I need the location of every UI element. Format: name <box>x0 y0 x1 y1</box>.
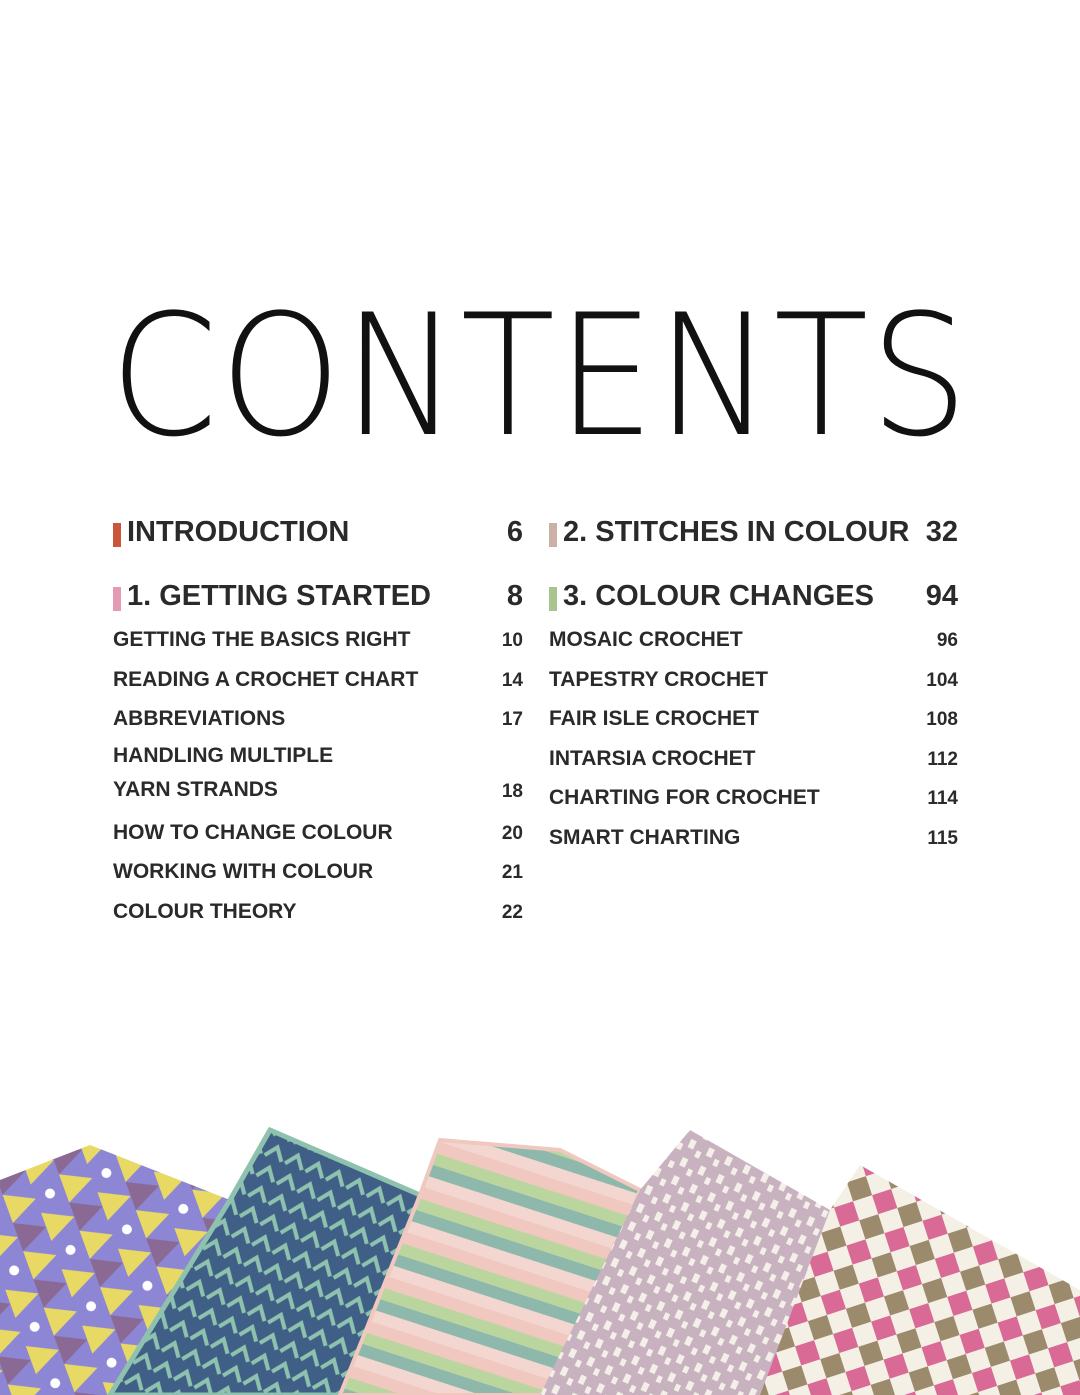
section-color-bar <box>549 587 557 611</box>
toc-section-stitches-in-colour[interactable] <box>549 510 958 556</box>
item-label: WORKING WITH COLOUR <box>113 860 374 884</box>
item-label: GETTING THE BASICS RIGHT <box>113 628 411 651</box>
toc-item[interactable] <box>549 739 958 779</box>
item-page-number: 104 <box>926 669 958 691</box>
toc-item[interactable] <box>113 852 523 892</box>
toc-left-column <box>113 510 523 932</box>
toc-section-introduction[interactable] <box>113 510 523 556</box>
toc-right-column <box>549 510 958 858</box>
item-page-number: 108 <box>926 709 958 731</box>
toc-item[interactable] <box>113 660 523 700</box>
item-page-number: 17 <box>501 709 523 731</box>
section-page-number: 94 <box>925 580 958 612</box>
toc-item[interactable] <box>113 620 523 660</box>
toc-item[interactable] <box>113 813 523 853</box>
toc-item[interactable] <box>549 818 958 858</box>
item-page-number: 96 <box>936 630 958 651</box>
item-label-line1: HANDLING MULTIPLE <box>113 743 334 767</box>
item-label: READING A CROCHET CHART <box>113 667 419 691</box>
toc-section-getting-started[interactable] <box>113 574 523 620</box>
item-page-number: 14 <box>501 669 523 691</box>
toc-item[interactable] <box>549 620 958 660</box>
section-color-bar <box>549 523 557 547</box>
toc-item[interactable] <box>113 699 523 739</box>
section-page-number: 32 <box>925 516 958 548</box>
item-label: ABBREVIATIONS <box>113 707 286 731</box>
item-label <box>113 739 333 807</box>
toc-section-colour-changes[interactable] <box>549 574 958 620</box>
section-page-number: 8 <box>506 580 523 612</box>
item-label: SMART CHARTING <box>549 825 741 849</box>
item-page-number: 10 <box>501 630 523 651</box>
section-color-bar <box>113 523 121 547</box>
item-label: COLOUR THEORY <box>113 899 297 923</box>
section-page-number: 6 <box>506 516 523 548</box>
item-page-number: 21 <box>501 862 523 884</box>
item-page-number: 115 <box>927 827 958 849</box>
section-label: 1. GETTING STARTED <box>127 580 431 612</box>
section-label: 3. COLOUR CHANGES <box>563 580 874 612</box>
item-page-number: 20 <box>501 822 523 844</box>
section-color-bar <box>113 587 121 611</box>
item-label: TAPESTRY CROCHET <box>549 667 768 691</box>
section-label: 2. STITCHES IN COLOUR <box>563 516 910 548</box>
toc-item[interactable] <box>549 778 958 818</box>
crochet-swatches-photo <box>0 1100 1080 1395</box>
page-title: CONTENTS <box>109 278 971 474</box>
item-label: INTARSIA CROCHET <box>549 746 756 770</box>
item-page-number: 112 <box>927 748 958 770</box>
item-label: CHARTING FOR CROCHET <box>549 786 820 810</box>
item-label-line2: YARN STRANDS <box>113 777 278 801</box>
item-label: MOSAIC CROCHET <box>549 628 743 651</box>
section-label: INTRODUCTION <box>127 516 350 548</box>
item-label: HOW TO CHANGE COLOUR <box>113 820 393 844</box>
item-page-number: 18 <box>501 780 523 802</box>
toc-item[interactable] <box>113 739 523 813</box>
toc-item[interactable] <box>113 892 523 932</box>
item-label: FAIR ISLE CROCHET <box>549 707 760 731</box>
item-page-number: 22 <box>501 901 523 923</box>
item-page-number: 114 <box>927 788 958 810</box>
toc-item[interactable] <box>549 699 958 739</box>
toc-item[interactable] <box>549 660 958 700</box>
